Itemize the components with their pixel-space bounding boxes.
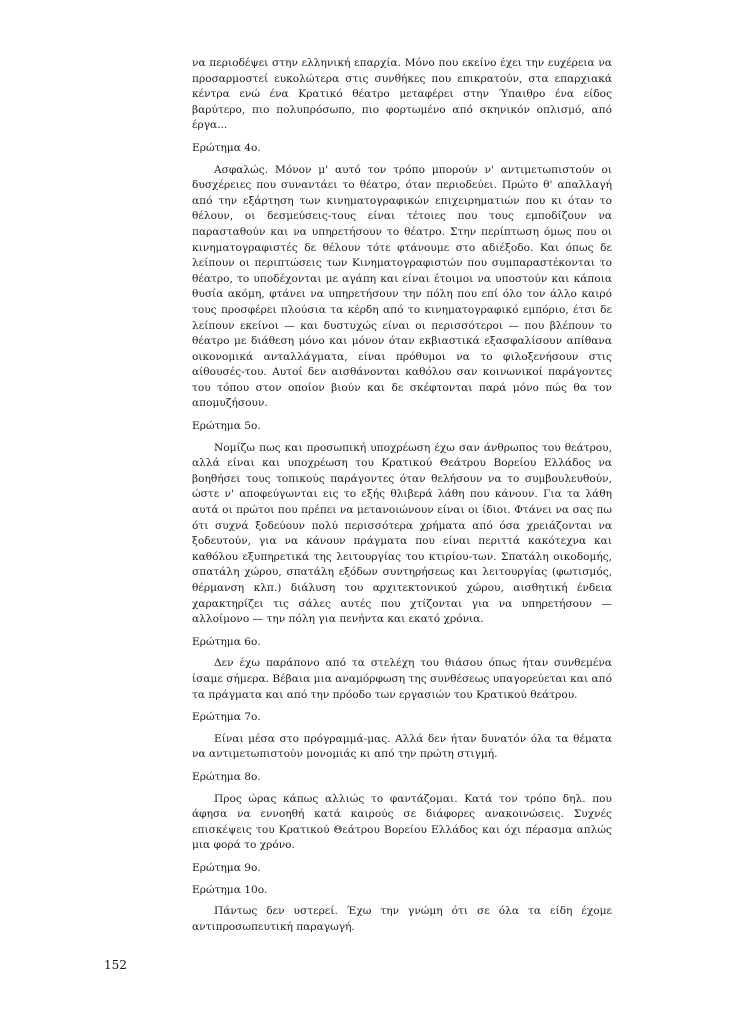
heading-question-5: Ερώτημα 5ο. <box>192 420 261 433</box>
paragraph-intro: να περιοδέψει στην ελληνική επαρχία. Μόνο που εκείνο έχει την ευχέρεια να προσαρμοστεί ευκολώτερα στις συνθήκες που επικρατούν, στα επαρχιακά κέντρα ενώ ένα Κρατικό θέατρο μεταφέρει στην Ύπαιθρο ένα είδος βαρύτερο, πιο πολυπρόσωπο, πιο φορτωμένο από σκηνικόν οπλισμό, από έργα... <box>192 57 612 132</box>
paragraph-answer-7: Είναι μέσα στο πρόγραμμά-μας. Αλλά δεν ήταν δυνατόν όλα τα θέματα να αντιμετωπιστούν μονομιάς κι από την πρώτη στιγμή. <box>192 732 612 761</box>
heading-question-10: Ερώτημα 10ο. <box>192 883 268 896</box>
page-number: 152 <box>104 958 127 972</box>
heading-question-7: Ερώτημα 7ο. <box>192 711 261 724</box>
heading-question-8: Ερώτημα 8ο. <box>192 770 261 783</box>
text-column <box>192 56 612 942</box>
paragraph-answer-4: Ασφαλώς. Μόνον μ' αυτό τον τρόπο μπορούν ν' αντιμετωπιστούν οι δυσχέρειες που συναντάει το θέατρο, όταν περιοδεύει. Πρώτο θ' απαλλαγή από την εξάρτηση των κινηματογραφικών επιχειρηματιών που κι όταν το θέλουν, οι δεσμεύσεις-τους είναι τέτοιες που τους εμποδίζουν να παρασταθούν και να υπηρετήσουν το θέατρο. Στην περίπτωση όμως που οι κινηματογραφιστές δε θέλουν τότε φτάνουμε στο αδιέξοδο. Και όπως δε λείπουν οι περιπτώσεις των Κινηματογραφιστών που συμπαραστέκονται το θέατρο, το υποδέχονται με αγάπη και είναι έτοιμοι να υποστούν και κάποια θυσία ακόμη, φτάνει να υπηρετήσουν την πόλη που επί όλο τον άλλο καιρό τους προσφέρει πλούσια τα κέρδη από το κινηματογραφικό εμπόριο, έτσι δε λείπουν εκείνοι — και δυστυχώς είναι οι περισσότεροι — που βλέπουν το θέατρο με διάθεση μόνο και μόνον όταν εκβιαστικά εξασφαλίσουν απίθανα οικονομικά ανταλλάγματα, είναι πρόθυμοι να το φιλοξενήσουν στις αίθουσές-του. Αυτοί δεν αισθάνονται καθόλου σαν κοινωνικοί παράγοντες του τόπου στον οποίον βιούν και δε σκέφτονται παρά μόνο πώς θα τον απομυζήσουν. <box>192 163 612 410</box>
paragraph-answer-10: Πάντως δεν υστερεί. Έχω την γνώμη ότι σε όλα τα είδη έχομε αντιπροσωπευτική παραγωγή. <box>192 905 612 933</box>
paragraph-answer-8: Προς ώρας κάπως αλλιώς το φαντάζομαι. Κατά τον τρόπο δηλ. που άφησα να εννοηθή κατά καιρούς σε διάφορες ανακοινώσεις. Συχνές επισκέψεις του Κρατικού Θεάτρου Βορείου Ελλάδος και όχι πέρασμα απλώς μια φορά το χρόνο. <box>192 792 612 852</box>
heading-question-4: Ερώτημα 4ο. <box>192 141 261 154</box>
paragraph-answer-6: Δεν έχω παράπονο από τα στελέχη του θιάσου όπως ήταν συνθεμένα ίσαμε σήμερα. Βέβαια μια αναμόρφωση της συνθέσεως υπαγορεύεται και από τα πράγματα και από την πρόοδο των εργασιών του Κρατικού θεάτρου. <box>192 657 612 701</box>
paragraph-answer-5: Νομίζω πως και προσωπική υποχρέωση έχω σαν άνθρωπος του θεάτρου, αλλά είναι και υποχρέωση του Κρατικού Θεάτρου Βορείου Ελλάδος να βοηθήσει τους τοπικούς παράγοντες όταν θελήσουν να το συμβουλευθούν, ώστε ν' αποφεύγωνται εις το εξής θλιβερά λάθη που κάνουν. Για τα λάθη αυτά οι πρώτοι που πρέπει να μετανοιώνουν είναι οι ίδιοι. Φτάνει να σας πω ότι συχνά ξοδεύουν πολύ περισσότερα χρήματα από όσα χρειάζονται να ξοδευτούν, για να κάνουν πράγματα που είναι περιττά κακότεχνα και καθόλου εξυπηρετικά της λειτουργίας του κτιρίου-των. Σπατάλη οικοδομής, σπατάλη χώρου, σπατάλη εξόδων συντηρήσεως και λειτουργίας (φωτισμός, θέρμανση κλπ.) διάλυση του αρχιτεκτονικού χώρου, αισθητική ένδεια χαρακτηρίζει τις σάλες αυτές που χτίζονται για να υπηρετήσουν — αλλοίμονο — την πόλη για πενήντα και εκατό χρόνια. <box>192 441 612 626</box>
heading-question-6: Ερώτημα 6ο. <box>192 635 261 648</box>
heading-question-9: Ερώτημα 9ο. <box>192 861 261 874</box>
